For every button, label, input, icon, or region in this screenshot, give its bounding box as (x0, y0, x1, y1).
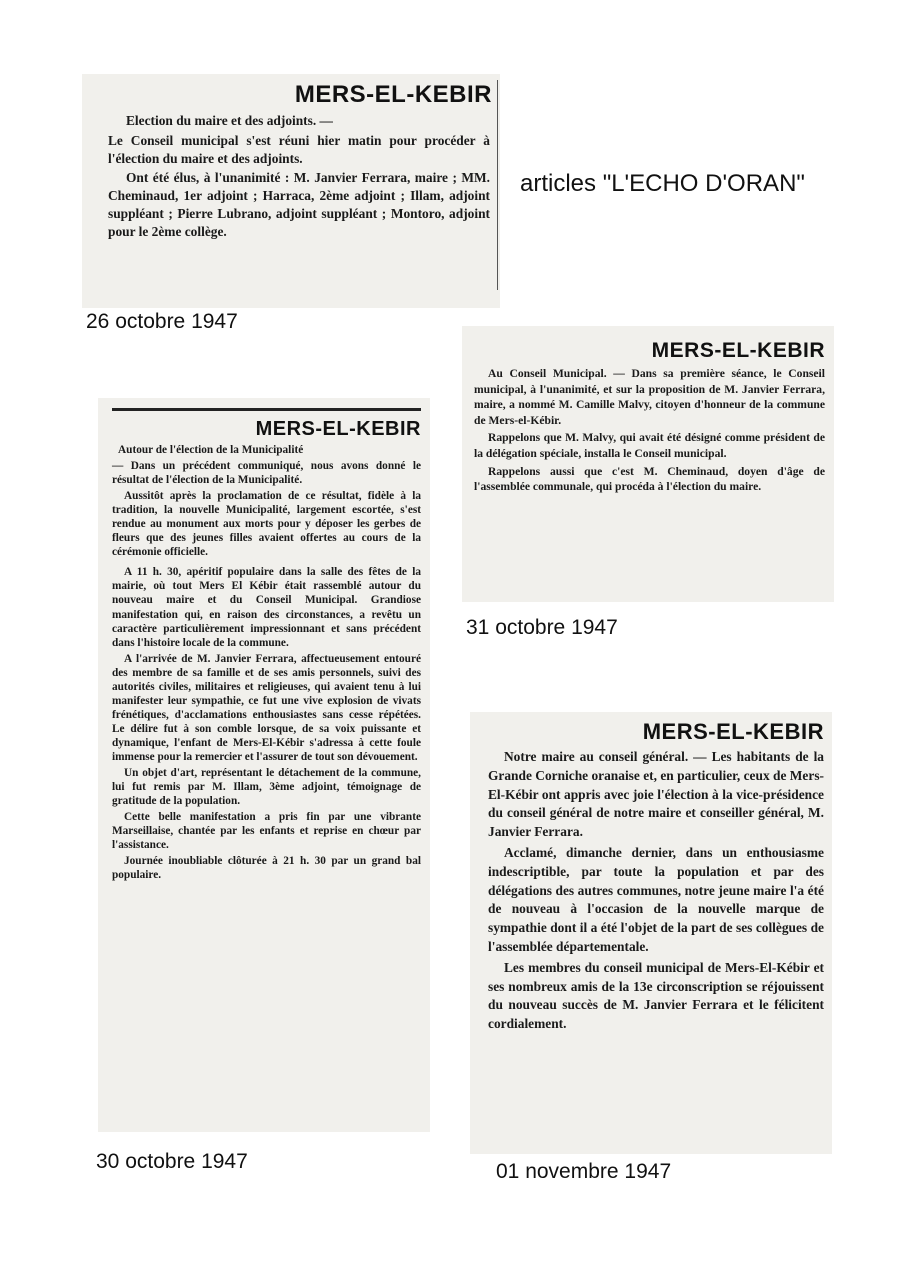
article-lead (112, 443, 421, 457)
article-paragraph: A l'arrivée de M. Janvier Ferrara, affectueusement entouré des membre de sa famille et de ses amis personnels, suivi des autorités civiles, militaires et religieuses, qui avaient tenu à lui manifester leur sympathie, ce fut une vive explosion de vivats frénétiques, d'acclamations enthousiastes sans cesse répétées. Le délire fut à son comble lorsque, de sa voix puissante et dynamique, l'enfant de Mers-El-Kébir s'adressa à cette foule immense pour la remercier et l'assurer de tout son dévouement. (112, 652, 421, 763)
clipping-headline: MERS-EL-KEBIR (642, 719, 824, 744)
clipping-01-novembre (470, 712, 832, 1154)
clipping-date: 01 novembre 1947 (496, 1160, 672, 1183)
article-paragraph: Ont été élus, à l'unanimité : M. Janvier Ferrara, maire ; MM. Cheminaud, 1er adjoint ; Harraca, 2ème adjoint ; Illam, adjoint suppléant ; Pierre Lubrano, adjoint suppléant ; Montoro, adjoint pour le 2ème collège. (108, 170, 490, 239)
clipping-26-octobre (82, 74, 500, 308)
article-lead-text: Au Conseil Municipal. — (488, 367, 625, 380)
clipping-date: 26 octobre 1947 (86, 310, 238, 333)
clipping-31-octobre (462, 326, 834, 602)
article-paragraph: Rappelons que M. Malvy, qui avait été désigné comme président de la délégation spéciale, installa le Conseil municipal. (474, 431, 825, 460)
article-lead (474, 366, 825, 428)
article-paragraph: Acclamé, dimanche dernier, dans un enthousiasme indescriptible, par toute la population et par des délégations des autres communes, notre jeune maire l'a été de nouveau à l'occasion de la nouvelle marque de sympathie dont il a été l'objet de la part de ses collègues de l'assemblée départementale. (488, 844, 824, 954)
article-lead-text: Autour de l'élection de la Municipalité (118, 444, 304, 456)
article-paragraph: Dans sa première séance, le Conseil municipal, à l'unanimité, et sur la proposition de M. Janvier Ferrara, maire, a nommé M. Camille Malvy, citoyen d'honneur de la commune de Mers-el-Kébir. (474, 367, 825, 427)
article-paragraph: Rappelons aussi que c'est M. Cheminaud, doyen d'âge de l'assemblée communale, qui procéda à l'élection du maire. (474, 464, 825, 494)
article-paragraph: — Dans un précédent communiqué, nous avons donné le résultat de l'élection de la Municipalité. (112, 460, 421, 487)
article-paragraph: Un objet d'art, représentant le détachement de la commune, lui fut remis par M. Illam, 3ème adjoint, témoignage de gratitude de la population. (112, 767, 421, 808)
article-lead-text: Notre maire au conseil général. — (504, 749, 707, 764)
article-lead-text: Election du maire et des adjoints. — (126, 113, 333, 128)
top-rule (112, 408, 421, 411)
article-paragraph: Les membres du conseil municipal de Mers-El-Kébir et ses nombreux amis de la 13e circonscription se réjouissent du nouveau succès de M. Janvier Ferrara et le félicitent cordialement. (488, 959, 824, 1032)
clipping-headline: MERS-EL-KEBIR (294, 81, 492, 108)
collection-title: articles "L'ECHO D'ORAN" (520, 170, 805, 197)
clipping-date: 31 octobre 1947 (466, 616, 618, 639)
clipping-headline: MERS-EL-KEBIR (255, 418, 421, 440)
clipping-date: 30 octobre 1947 (96, 1150, 248, 1173)
article-paragraph: Cette belle manifestation a pris fin par une vibrante Marseillaise, chantée par les enfants et reprise en chœur par l'assistance. (112, 811, 421, 852)
clipping-headline: MERS-EL-KEBIR (651, 339, 825, 362)
article-lead (488, 748, 824, 842)
article-paragraph: Journée inoubliable clôturée à 21 h. 30 par un grand bal populaire. (112, 855, 421, 882)
article-lead (108, 112, 490, 130)
article-paragraph: Les habitants de la Grande Corniche oranaise et, en particulier, ceux de Mers-El-Kébir ont appris avec joie l'élection à la vice-présidence du conseil général de notre maire et conseiller général, M. Janvier Ferrara. (488, 749, 824, 840)
clipping-30-octobre (98, 398, 430, 1132)
column-rule (497, 80, 498, 290)
article-paragraph: A 11 h. 30, apéritif populaire dans la salle des fêtes de la mairie, où tout Mers El Kébir était rassemblé autour du nouveau maire et du Conseil Municipal. Grandiose manifestation qui, en raison des circonstances, a revêtu un caractère particulièrement impressionnant et sans précédent dans l'histoire locale de la commune. (112, 566, 421, 649)
article-paragraph: Le Conseil municipal s'est réuni hier matin pour procéder à l'élection du maire et des adjoints. (108, 132, 490, 166)
article-paragraph: Aussitôt après la proclamation de ce résultat, fidèle à la tradition, la nouvelle Municipalité, largement escortée, s'est rendue au monument aux morts pour y déposer les gerbes de fleurs que des jeunes filles avaient offertes au cours de la cérémonie officielle. (112, 490, 421, 559)
